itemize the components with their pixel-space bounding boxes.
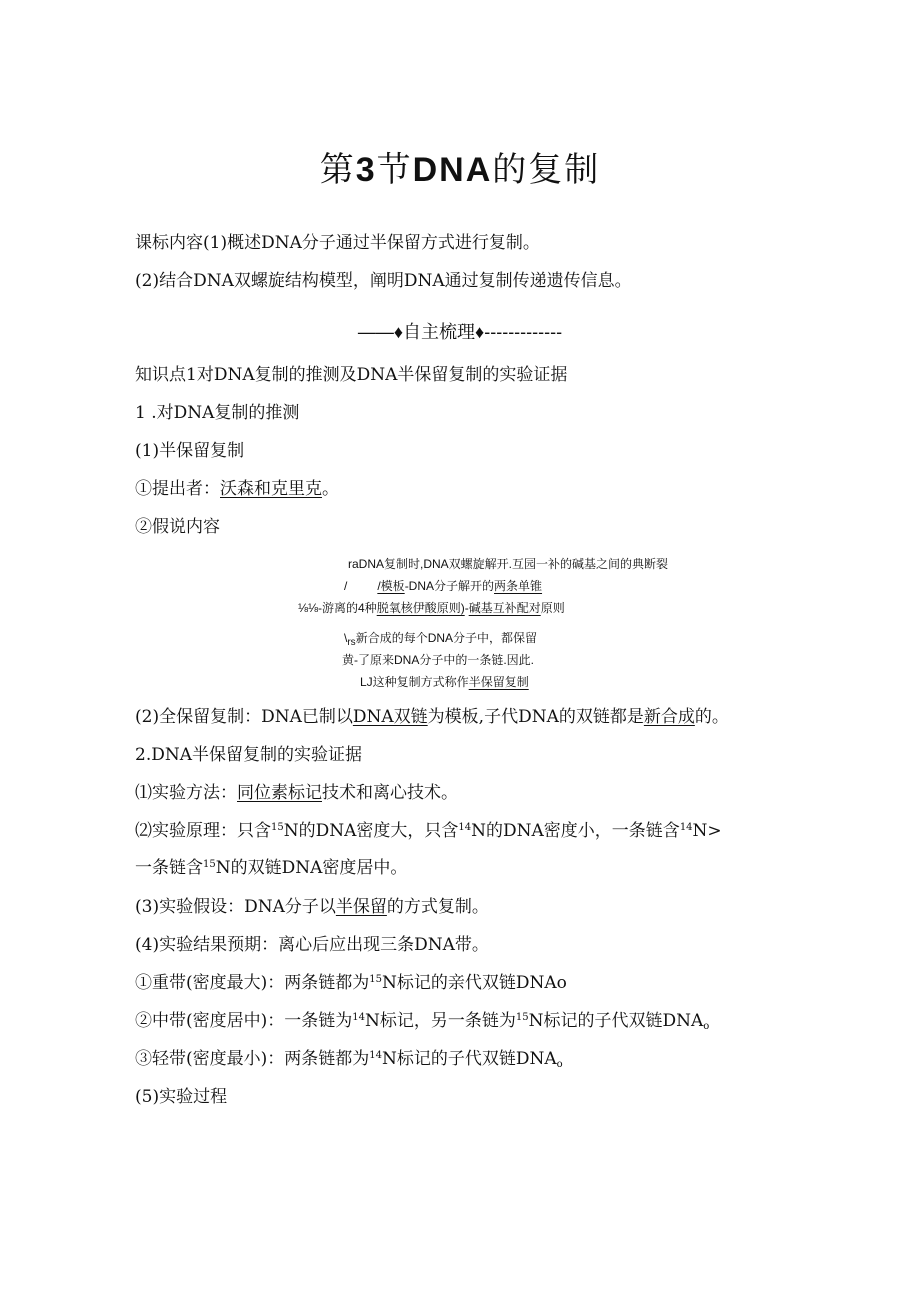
diagram-line-5: 黄-了原来DNA分子中的一条链.因此.	[342, 653, 535, 667]
full-conservative-line: (2)全保留复制：DNA已制以DNA双链为模板,子代DNA的双链都是新合成的。	[135, 707, 729, 727]
standards-line-2: (2)结合DNA双螺旋结构模型，阐明DNA通过复制传递遗传信息。	[135, 271, 632, 291]
standards-line-1: 课标内容(1)概述DNA分子通过半保留方式进行复制。	[135, 233, 540, 253]
diagram-line-1: raDNA复制时,DNA双螺旋解开.互园一补的碱基之间的典断裂	[348, 557, 669, 571]
process-heading: (5)实验过程	[135, 1087, 228, 1107]
semi-conservative-heading: (1)半保留复制	[135, 441, 245, 461]
principle-line-2: 一条链含$^{15}$N的双链DNA密度居中。	[135, 858, 408, 878]
method-line: ⑴实验方法：同位素标记技术和离心技术。	[135, 783, 458, 803]
hypothesis-line: (3)实验假设：DNA分子以半保留的方式复制。	[135, 897, 489, 917]
proposer-answer: 沃森和克里克	[220, 479, 322, 499]
page-title: 第3节DNA的复制	[319, 150, 601, 190]
prediction-line: (4)实验结果预期：离心后应出现三条DNA带。	[135, 935, 489, 955]
diagram-line-6: LJ这种复制方式称作半保留复制	[360, 675, 529, 689]
diagram-line-2: / /模板-DNA分子解开的两条单锥	[344, 579, 543, 593]
section-heading: ——♦自主梳理♦-------------	[357, 322, 563, 342]
light-band-line: ③轻带(密度最小)：两条链都为$^{14}$N标记的子代双链$DNA_o$	[135, 1049, 563, 1070]
middle-band-line: ②中带(密度居中)：一条链为$^{14}$N标记，另一条链为$^{15}$N标记的子代双链$DNA_o$	[135, 1011, 710, 1032]
hypothesis-heading: ②假说内容	[135, 517, 220, 537]
knowledge-point-title: 知识点1对DNA复制的推测及DNA半保留复制的实验证据	[135, 365, 568, 385]
diagram-line-4: $\backslash_{rs}$新合成的每个DNA分子中，都保留	[344, 631, 538, 648]
subsection-1-title: 1 .对DNA复制的推测	[135, 403, 300, 423]
heavy-band-line: ①重带(密度最大)：两条链都为$^{15}$N标记的亲代双链DNAo	[135, 973, 567, 993]
diagram-line-3: ⅛⅛-游离的4种脱氧核伊酸原则)-碱基互补配对原则	[298, 601, 565, 615]
proposer-line: ①提出者：沃森和克里克。	[135, 479, 339, 499]
principle-line-1: ⑵实验原理：只含$^{15}$N的DNA密度大，只含$^{14}$N的DNA密度小，一条链含$^{14}$N>	[135, 821, 722, 841]
subsection-2-title: 2.DNA半保留复制的实验证据	[135, 745, 363, 765]
